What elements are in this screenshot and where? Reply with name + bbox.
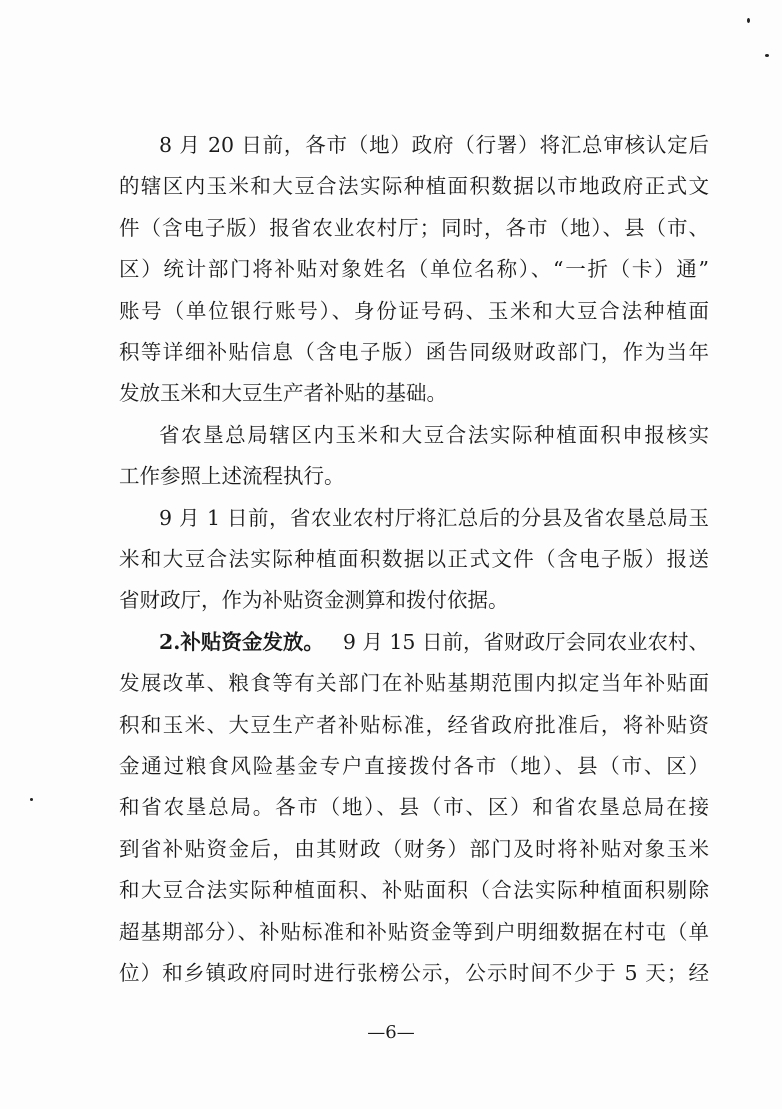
paragraph-1-line-3: 件（含电子版）报省农业农村厅；同时，各市（地）、县（市、 <box>119 215 709 240</box>
paragraph-2-line-2: 工作参照上述流程执行。 <box>119 464 345 489</box>
paragraph-1-line-7: 发放玉米和大豆生产者补贴的基础。 <box>119 381 447 406</box>
paragraph-4-line-4: 金通过粮食风险基金专户直接拨付各市（地）、县（市、区） <box>119 754 709 778</box>
paragraph-4-line-9: 位）和乡镇政府同时进行张榜公示，公示时间不少于 5 天；经 <box>119 961 709 985</box>
paragraph-4-line-3: 积和玉米、大豆生产者补贴标准，经省政府批准后，将补贴资 <box>119 712 709 737</box>
paragraph-4-line-1 <box>159 627 709 657</box>
paragraph-4-line-5: 和省农垦总局。各市（地）、县（市、区）和省农垦总局在接 <box>119 795 709 820</box>
paragraph-3-line-2: 米和大豆合法实际种植面积数据以正式文件（含电子版）报送 <box>119 547 709 571</box>
page-number: —6— <box>367 1022 415 1043</box>
paragraph-1-line-2: 的辖区内玉米和大豆合法实际种植面积数据以市地政府正式文 <box>119 174 709 199</box>
paragraph-4-line-6: 到省补贴资金后，由其财政（财务）部门及时将补贴对象玉米 <box>119 836 709 861</box>
paragraph-1-line-4: 区）统计部门将补贴对象姓名（单位名称）、“一折（卡）通” <box>119 257 709 282</box>
scan-speck <box>30 798 33 801</box>
paragraph-4-line-1-text: 9 月 15 日前，省财政厅会同农业农村、 <box>342 629 709 654</box>
paragraph-3-line-3: 省财政厅，作为补贴资金测算和拨付依据。 <box>119 588 509 613</box>
paragraph-4-line-7: 和大豆合法实际种植面积、补贴面积（合法实际种植面积剔除 <box>119 878 709 903</box>
paragraph-3-line-1: 9 月 1 日前，省农业农村厅将汇总后的分县及省农垦总局玉 <box>159 505 709 530</box>
paragraph-2-line-1: 省农垦总局辖区内玉米和大豆合法实际种植面积申报核实 <box>159 422 709 447</box>
paragraph-4-line-8: 超基期部分）、补贴标准和补贴资金等到户明细数据在村屯（单 <box>119 919 709 944</box>
paragraph-1-line-1: 8 月 20 日前，各市（地）政府（行署）将汇总审核认定后 <box>159 133 709 157</box>
paragraph-1-line-5: 账号（单位银行账号）、身份证号码、玉米和大豆合法种植面 <box>119 298 709 323</box>
section-heading: 2.补贴资金发放。 <box>159 629 324 654</box>
scan-speck <box>765 54 769 57</box>
scan-speck <box>747 18 750 23</box>
paragraph-4-line-2: 发展改革、粮食等有关部门在补贴基期范围内拟定当年补贴面 <box>119 671 709 696</box>
paragraph-1-line-6: 积等详细补贴信息（含电子版）函告同级财政部门，作为当年 <box>119 340 709 364</box>
